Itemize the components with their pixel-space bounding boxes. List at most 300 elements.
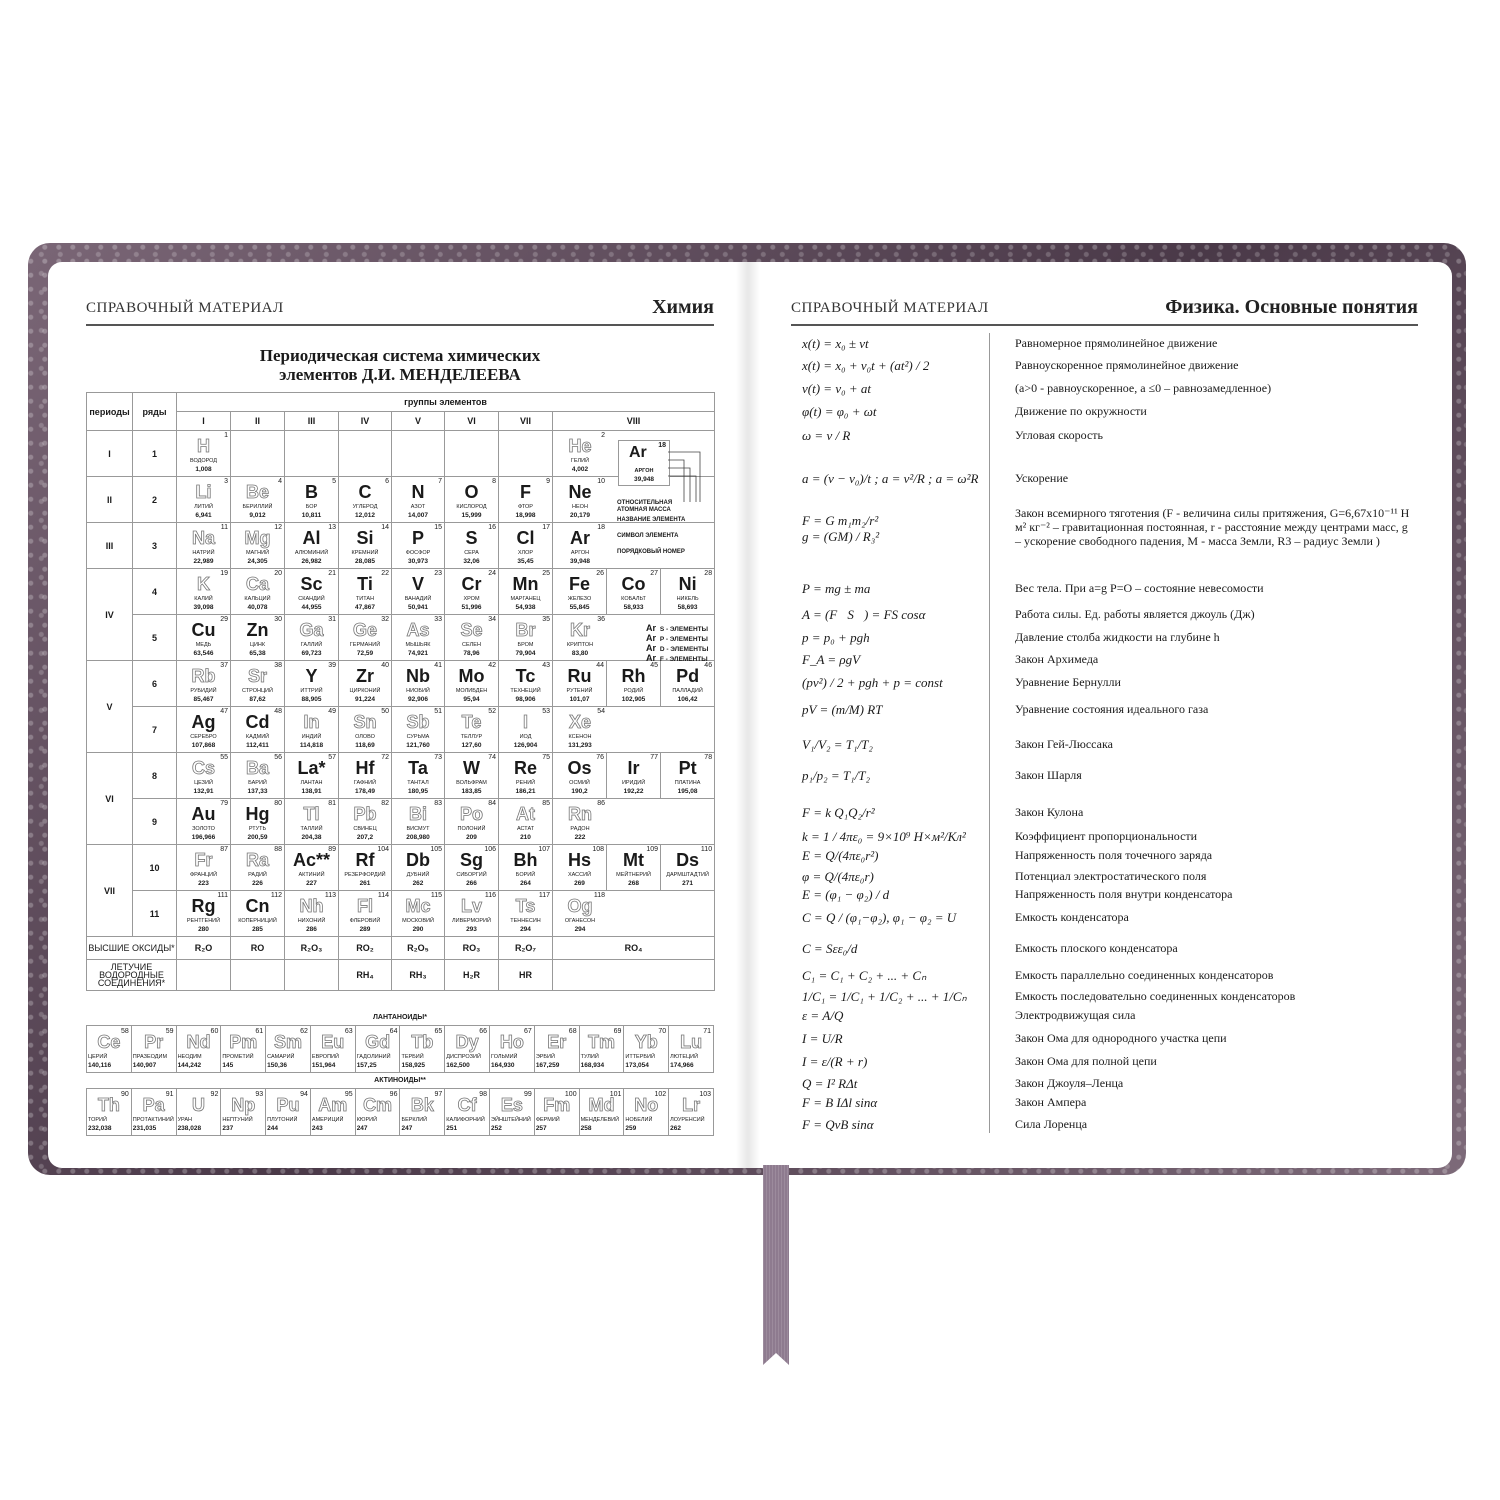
element-symbol: H <box>197 436 210 456</box>
element-number: 53 <box>542 708 550 715</box>
physics-formula: ε = A/Q <box>802 1008 844 1023</box>
element-number: 18 <box>597 524 605 531</box>
element-cell <box>339 477 391 522</box>
element-name: РТУТЬ <box>248 826 267 832</box>
physics-description: Движение по окружности <box>1015 404 1147 418</box>
table-cell <box>339 845 392 891</box>
element-symbol: Sc <box>300 574 323 594</box>
table-cell <box>445 477 499 523</box>
oxide-formula: RO₃ <box>445 937 499 960</box>
table-cell <box>392 569 445 615</box>
element-symbol: Pa <box>142 1095 165 1115</box>
element-cell <box>607 753 661 798</box>
element-cell <box>231 431 284 476</box>
element-number: 105 <box>430 846 442 853</box>
table-cell <box>177 661 231 707</box>
element-mass: 266 <box>466 880 477 887</box>
element-cell <box>553 891 607 936</box>
physics-description: Напряженность поля внутри конденсатора <box>1015 887 1233 901</box>
element-number: 98 <box>479 1091 488 1098</box>
element-name: ТУЛИЙ <box>580 1054 599 1060</box>
element-cell <box>445 523 498 568</box>
table-cell <box>339 523 392 569</box>
right-header-title: Физика. Основные понятия <box>1165 296 1418 318</box>
element-number: 11 <box>220 524 228 531</box>
legend-name: АРГОН <box>634 468 654 474</box>
element-symbol: Og <box>567 896 593 916</box>
physics-formula: P = mg ± ma <box>802 581 871 596</box>
element-name: ПОЛОНИЙ <box>457 826 486 832</box>
element-symbol: O <box>464 482 479 502</box>
element-number: 6 <box>385 478 389 485</box>
element-mass: 131,293 <box>568 742 592 749</box>
element-mass: 195,08 <box>677 788 698 795</box>
element-mass: 186,21 <box>515 788 536 795</box>
element-number: 21 <box>328 570 336 577</box>
element-mass: 72,59 <box>356 650 374 657</box>
element-number: 90 <box>120 1091 129 1098</box>
element-symbol: Ba <box>245 758 269 778</box>
element-symbol: Na <box>191 528 215 548</box>
element-name: НЕПТУНИЙ <box>222 1117 253 1123</box>
element-number: 61 <box>255 1028 264 1035</box>
physics-formula: p = p₀ + pgh <box>802 630 870 645</box>
physics-formula: a = (v − v₀)/t ; a = v²/R ; a = ω²R <box>802 471 979 486</box>
element-symbol: As <box>406 620 430 640</box>
element-number: 9 <box>546 478 550 485</box>
element-symbol: Ds <box>676 850 700 870</box>
element-cell <box>392 615 444 660</box>
element-cell <box>339 753 391 798</box>
element-name: ФТОР <box>518 504 533 510</box>
element-name: ФЛЕРОВИЙ <box>349 918 381 924</box>
table-cell <box>499 615 553 661</box>
table-cell <box>231 753 285 799</box>
element-number: 86 <box>597 800 605 807</box>
element-mass: 132,91 <box>193 788 214 795</box>
element-mass: 121,760 <box>406 742 430 749</box>
element-symbol: Er <box>547 1032 567 1052</box>
hydride-formula <box>231 960 285 991</box>
left-header-label: СПРАВОЧНЫЙ МАТЕРИАЛ <box>86 300 284 316</box>
element-mass: 261 <box>359 880 371 887</box>
period-label: II <box>87 477 133 523</box>
table-cell <box>445 431 499 477</box>
element-name: ПРАЗЕОДИМ <box>132 1054 168 1060</box>
element-mass: 257 <box>535 1125 547 1132</box>
element-name: САМАРИЙ <box>267 1054 295 1060</box>
element-mass: 58,933 <box>623 604 644 611</box>
element-mass: 238,028 <box>177 1125 202 1132</box>
element-name: СЕРА <box>464 550 479 556</box>
element-cell <box>285 661 338 706</box>
hydrides-label: ЛЕТУЧИЕ ВОДОРОДНЫЕ СОЕДИНЕНИЯ* <box>87 960 177 991</box>
element-mass: 95,94 <box>463 696 480 703</box>
series-cell <box>355 1026 400 1073</box>
element-symbol: Cf <box>457 1095 477 1115</box>
element-symbol: C <box>358 482 372 502</box>
table-cell <box>177 569 231 615</box>
row-label: 9 <box>133 799 177 845</box>
element-name: НИКЕЛЬ <box>676 596 699 602</box>
element-mass: 14,007 <box>408 512 428 519</box>
element-name: МЕЙТНЕРИЙ <box>616 872 651 878</box>
element-cell <box>445 707 498 752</box>
element-symbol: Ne <box>568 482 592 502</box>
element-cell <box>499 569 552 614</box>
physics-description: Закон Ампера <box>1015 1095 1087 1109</box>
element-symbol: Zr <box>356 666 374 686</box>
element-cell <box>392 799 444 844</box>
series-cell <box>221 1089 266 1136</box>
element-symbol: Tm <box>587 1032 615 1052</box>
element-number: 114 <box>377 892 389 899</box>
element-cell <box>661 753 714 798</box>
element-symbol: Md <box>588 1095 615 1115</box>
page-gutter <box>736 262 760 1168</box>
element-cell <box>285 569 338 614</box>
element-number: 3 <box>224 478 228 485</box>
element-cell <box>445 569 498 614</box>
element-name: НИОБИЙ <box>406 688 430 694</box>
table-cell <box>445 799 499 845</box>
element-symbol: La* <box>297 758 326 778</box>
element-number: 110 <box>700 846 713 853</box>
element-mass: 164,930 <box>491 1062 515 1069</box>
table-cell <box>499 707 553 753</box>
element-cell <box>177 431 230 476</box>
element-name: ДИСПРОЗИЙ <box>446 1054 481 1060</box>
table-cell <box>285 707 339 753</box>
element-cell <box>231 753 284 798</box>
group-header: I <box>177 412 231 431</box>
element-mass: 268 <box>628 880 639 887</box>
element-mass: 157,25 <box>356 1062 377 1069</box>
physics-formula: E = (φ₁ − φ₂) / d <box>802 887 890 902</box>
element-mass: 290 <box>412 926 424 933</box>
element-name: КРИПТОН <box>566 642 594 648</box>
physics-formula: F_A = ρgV <box>802 652 861 667</box>
element-cell <box>339 799 391 844</box>
element-name: КАДМИЙ <box>245 734 270 740</box>
table-cell <box>285 661 339 707</box>
physics-description: Давление столба жидкости на глубине h <box>1015 630 1220 644</box>
element-number: 37 <box>220 662 228 669</box>
period-label: VI <box>87 753 133 845</box>
element-mass: 6,941 <box>195 512 212 519</box>
element-symbol: Fr <box>194 850 213 870</box>
element-symbol: Po <box>459 804 483 824</box>
element-mass: 207,2 <box>356 834 374 841</box>
series-cell <box>624 1089 669 1136</box>
element-number: 43 <box>542 662 550 669</box>
element-number: 62 <box>300 1028 308 1035</box>
element-cell <box>392 661 444 706</box>
element-mass: 190,2 <box>571 788 588 795</box>
table-cell <box>553 845 715 891</box>
element-name: НЕОДИМ <box>177 1054 202 1060</box>
table-cell <box>392 799 445 845</box>
element-symbol: Ts <box>515 896 536 916</box>
element-mass: 10,811 <box>301 512 322 519</box>
element-mass: 126,904 <box>513 742 538 749</box>
element-symbol: In <box>303 712 320 732</box>
physics-formula: v(t) = v₀ + at <box>802 381 871 396</box>
oxides-label: ВЫСШИЕ ОКСИДЫ* <box>87 937 177 960</box>
element-cell <box>499 477 552 522</box>
element-mass: 35,45 <box>517 558 534 565</box>
element-symbol: Ti <box>357 574 373 594</box>
element-name: АМЕРИЦИЙ <box>311 1117 344 1123</box>
table-cell <box>553 799 715 845</box>
element-symbol: Dy <box>455 1032 479 1052</box>
element-name: ВАНАДИЙ <box>404 596 432 602</box>
element-number: 48 <box>274 708 282 715</box>
physics-description: Уравнение состояния идеального газа <box>1015 702 1209 716</box>
physics-formula: p₁/p₂ = T₁/T₂ <box>802 768 871 783</box>
element-mass: 167,259 <box>535 1062 560 1069</box>
element-symbol: Te <box>461 712 482 732</box>
element-number: 16 <box>488 524 496 531</box>
series-cell <box>221 1026 266 1073</box>
element-name: РОДИЙ <box>623 688 644 694</box>
element-name: ЦИНК <box>249 642 266 648</box>
table-cell <box>553 753 715 799</box>
table-cell <box>339 799 392 845</box>
legend-connector-lines <box>666 446 702 502</box>
element-mass: 88,905 <box>301 696 322 703</box>
element-symbol: Pu <box>276 1095 300 1115</box>
block-f: Ar F - ЭЛЕМЕНТЫ <box>646 653 708 663</box>
physics-formula: F = QvB sinα <box>802 1117 874 1132</box>
element-symbol: Gd <box>365 1032 391 1052</box>
element-cell <box>285 891 338 936</box>
element-symbol: Ge <box>352 620 377 640</box>
element-symbol: Nh <box>299 896 324 916</box>
element-number: 23 <box>434 570 442 577</box>
element-name: БРОМ <box>517 642 534 648</box>
group-header: III <box>285 412 339 431</box>
oxide-formula: R₂O₇ <box>499 937 553 960</box>
series-cell <box>579 1026 624 1073</box>
element-number: 50 <box>381 708 389 715</box>
element-mass: 140,116 <box>88 1062 112 1069</box>
element-name: ОЛОВО <box>355 734 375 740</box>
element-symbol: P <box>411 528 424 548</box>
element-cell <box>339 523 391 568</box>
element-number: 108 <box>592 846 605 853</box>
element-mass: 247 <box>401 1125 413 1132</box>
element-mass: 158,925 <box>401 1062 425 1069</box>
element-cell <box>445 477 498 522</box>
element-number: 77 <box>650 754 659 761</box>
element-symbol: Hg <box>245 804 270 824</box>
element-mass: 1,008 <box>195 466 212 473</box>
element-cell <box>177 615 230 660</box>
hydride-formula: RH₃ <box>392 960 445 991</box>
element-number: 64 <box>389 1028 398 1035</box>
element-number: 17 <box>542 524 550 531</box>
element-mass: 118,69 <box>355 742 375 749</box>
element-cell <box>311 1027 355 1071</box>
table-cell <box>339 661 392 707</box>
element-name: ГАФНИЙ <box>353 780 377 786</box>
element-cell <box>499 845 552 890</box>
element-symbol: Rb <box>191 666 216 686</box>
table-cell <box>553 707 715 753</box>
element-name: КОПЕРНИЦИЙ <box>238 918 277 924</box>
physics-formula: Q = I² RΔt <box>802 1076 858 1091</box>
element-mass: 24,305 <box>247 558 268 565</box>
element-cell <box>231 615 284 660</box>
element-mass: 243 <box>311 1125 323 1132</box>
element-number: 40 <box>381 662 389 669</box>
element-cell <box>499 707 552 752</box>
element-cell <box>231 707 284 752</box>
element-number: 12 <box>274 524 282 531</box>
element-name: ЕВРОПИЙ <box>311 1054 339 1060</box>
element-cell <box>445 431 498 476</box>
element-cell <box>445 661 498 706</box>
element-name: КИСЛОРОД <box>456 504 487 510</box>
element-mass: 98,906 <box>515 696 536 703</box>
table-cell <box>499 477 553 523</box>
element-number: 38 <box>274 662 282 669</box>
physics-description: Работа силы. Ед. работы является джоуль (Дж) <box>1015 607 1255 621</box>
element-number: 33 <box>434 616 442 623</box>
title-line-1: Периодическая система химических <box>259 346 541 365</box>
element-cell <box>553 845 607 890</box>
element-mass: 162,500 <box>446 1062 470 1069</box>
element-number: 56 <box>274 754 282 761</box>
table-cell <box>285 431 339 477</box>
element-number: 1 <box>224 432 228 439</box>
element-name: ГЕЛИЙ <box>570 458 590 464</box>
element-mass: 232,038 <box>88 1125 112 1132</box>
element-symbol: He <box>568 436 592 456</box>
table-cell <box>285 615 339 661</box>
element-mass: 209 <box>466 834 477 841</box>
element-number: 63 <box>344 1028 353 1035</box>
element-symbol: Ce <box>97 1032 121 1052</box>
element-mass: 50,941 <box>408 604 428 611</box>
table-cell <box>445 569 499 615</box>
element-symbol: S <box>465 528 478 548</box>
element-cell <box>553 707 607 752</box>
series-cell <box>624 1026 669 1073</box>
element-cell <box>490 1027 534 1071</box>
element-number: 51 <box>434 708 442 715</box>
element-mass: 9,012 <box>249 512 266 519</box>
group-header: V <box>392 412 445 431</box>
element-cell <box>339 845 391 890</box>
element-symbol: Cd <box>245 712 270 732</box>
element-name: ТАЛЛИЙ <box>300 826 323 832</box>
element-symbol: Au <box>191 804 216 824</box>
table-cell <box>231 569 285 615</box>
physics-description: Равноускоренное прямолинейное движение <box>1015 358 1239 372</box>
physics-formula: I = U/R <box>802 1031 843 1046</box>
element-symbol: Pd <box>676 666 700 686</box>
element-name: СЕРЕБРО <box>190 734 217 740</box>
element-mass: 262 <box>412 880 424 887</box>
actinides-label: АКТИНОИДЫ** <box>374 1077 426 1084</box>
oxide-formula: R₂O₃ <box>285 937 339 960</box>
element-name: РЕНИЙ <box>515 780 536 786</box>
element-cell <box>392 523 444 568</box>
series-cell <box>579 1089 624 1136</box>
element-number: 116 <box>484 892 496 899</box>
table-cell <box>499 431 553 477</box>
element-mass: 137,33 <box>247 788 268 795</box>
physics-formula: g = (GM) / R₃² <box>802 529 880 544</box>
series-cell <box>310 1026 355 1073</box>
table-cell <box>392 523 445 569</box>
element-number: 27 <box>650 570 659 577</box>
element-number: 42 <box>488 662 496 669</box>
element-cell <box>499 753 552 798</box>
element-mass: 264 <box>520 880 531 887</box>
title-line-2: элементов Д.И. МЕНДЕЛЕЕВА <box>279 365 521 384</box>
element-number: 92 <box>210 1091 219 1098</box>
element-name: АСТАТ <box>516 826 535 832</box>
element-cell <box>177 799 230 844</box>
element-symbol: Cs <box>191 758 215 778</box>
element-mass: 204,38 <box>301 834 322 841</box>
table-cell <box>285 477 339 523</box>
element-number: 81 <box>328 800 336 807</box>
element-cell <box>339 891 391 936</box>
series-cell <box>87 1089 132 1136</box>
element-symbol: K <box>197 574 210 594</box>
element-name: ЛОУРЕНСИЙ <box>670 1117 705 1123</box>
element-cell <box>392 707 444 752</box>
physics-description: Потенциал электростатического поля <box>1015 869 1207 883</box>
element-cell <box>356 1027 400 1071</box>
series-cell <box>266 1089 311 1136</box>
element-cell <box>177 753 230 798</box>
element-symbol: Db <box>406 850 430 870</box>
element-name: ТЕННЕСИН <box>510 918 541 924</box>
element-number: 76 <box>596 754 605 761</box>
element-mass: 18,998 <box>515 512 536 519</box>
table-cell <box>339 615 392 661</box>
element-mass: 107,868 <box>191 742 216 749</box>
physics-description: Емкость плоского конденсатора <box>1015 941 1178 955</box>
physics-formula: x(t) = x₀ ± vt <box>802 336 869 351</box>
element-number: 7 <box>438 478 442 485</box>
physics-description: Закон Шарля <box>1015 768 1082 782</box>
element-number: 89 <box>328 846 336 853</box>
element-name: ХРОМ <box>463 596 480 602</box>
element-name: РЕНТГЕНИЙ <box>186 918 221 924</box>
lanthanides-label: ЛАНТАНОИДЫ* <box>372 1014 427 1021</box>
element-cell <box>669 1090 713 1134</box>
element-mass: 247 <box>356 1125 368 1132</box>
element-number: 39 <box>328 662 336 669</box>
element-cell <box>87 1090 131 1134</box>
element-name: КРЕМНИЙ <box>351 550 379 556</box>
row-label: 2 <box>133 477 177 523</box>
element-mass: 63,546 <box>193 650 214 657</box>
element-mass: 244 <box>267 1125 278 1132</box>
element-mass: 112,411 <box>246 742 269 749</box>
element-name: УРАН <box>177 1117 192 1123</box>
physics-description: Вес тела. При a=g P=O – состояние невесомости <box>1015 581 1264 595</box>
element-symbol: Os <box>567 758 592 778</box>
bookmark-ribbon[interactable] <box>763 1165 789 1365</box>
element-symbol: Cl <box>516 528 535 548</box>
